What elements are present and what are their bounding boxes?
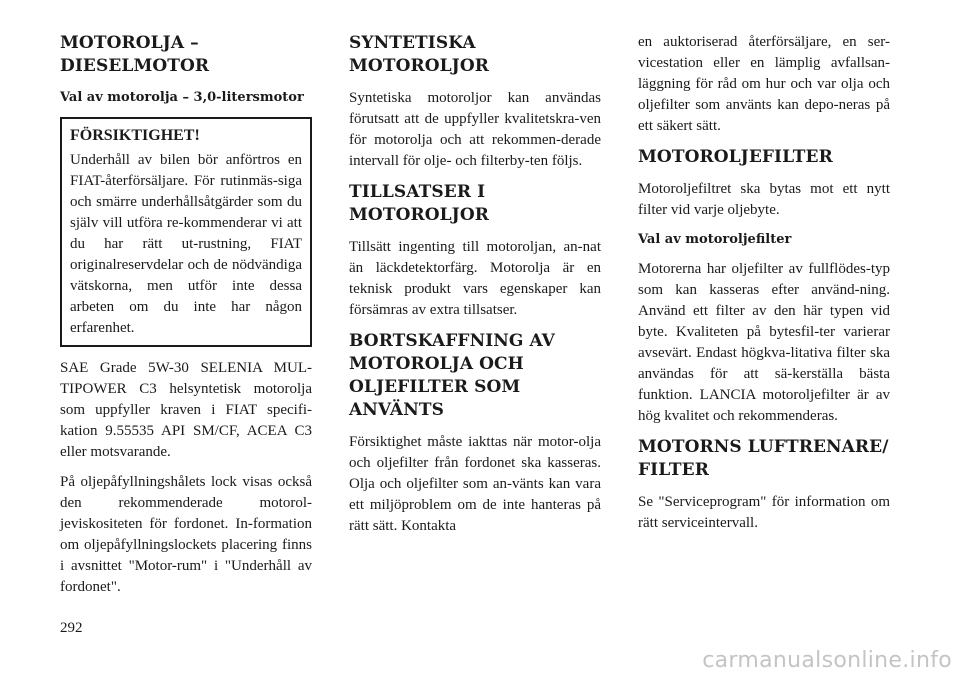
section-heading-oil-filter: MOTOROLJEFILTER	[638, 147, 833, 167]
caution-title: FÖRSIKTIGHET!	[70, 127, 200, 144]
paragraph-disposal-continued: en auktoriserad återförsäljare, en ser-vicestation eller en lämplig avfallsan-läggning för råd om hur och var olja och oljefilter som använts kan depo-neras på ett säkert sätt.	[638, 34, 890, 134]
paragraph-additives: Tillsätt ingenting till motoroljan, an-nat än läckdetektorfärg. Motorolja är en teknisk produkt vars egenskaper kan försämras av extra tillsatser.	[349, 239, 601, 318]
paragraph-oil-filter: Motoroljefiltret ska bytas mot ett nytt filter vid varje oljebyte.	[638, 181, 890, 218]
watermark: carmanualsonline.info	[702, 648, 952, 673]
section-heading-additives: TILLSATSER I MOTOROLJOR	[349, 182, 489, 225]
paragraph-oil-grade: SAE Grade 5W-30 SELENIA MUL-TIPOWER C3 helsyntetisk motorolja som uppfyller kraven i FIAT specifi-kation 9.55535 API SM/CF, ACEA C3 eller motsvarande.	[60, 360, 312, 460]
column-left	[60, 32, 312, 607]
paragraph-synthetic-oils: Syntetiska motoroljor kan användas förutsatt att de uppfyller kvalitetskra-ven för motorolja och att rekommen-derade intervall för olje- och filterby-ten följs.	[349, 90, 601, 169]
caution-box	[60, 117, 312, 347]
caution-text: Underhåll av bilen bör anförtros en FIAT-återförsäljare. För rutinmäs-siga och smärre underhållsåtgärder som du själv vill utföra re-kommenderar vi att du har rätt ut-rustning, FIAT originalreservdelar och de nödvändiga vätskorna, men utför inte dessa arbeten om du inte har någon erfarenhet.	[70, 152, 302, 336]
subheading-oil-selection: Val av motorolja – 3,0-litersmotor	[60, 90, 304, 105]
subheading-filter-selection: Val av motoroljefilter	[638, 232, 792, 247]
paragraph-viscosity: På oljepåfyllningshålets lock visas också den rekommenderade motorol-jeviskositeten för fordonet. In-formation om oljepåfyllningslockets placering finns i avsnittet "Motor-rum" i "Underhåll av fordonet".	[60, 474, 312, 595]
section-heading-diesel-oil: MOTOROLJA – DIESELMOTOR	[60, 33, 210, 76]
paragraph-air-filter: Se "Serviceprogram" för information om rätt serviceintervall.	[638, 494, 890, 531]
page-number: 292	[60, 620, 83, 636]
section-heading-synthetic-oils: SYNTETISKA MOTOROLJOR	[349, 33, 489, 76]
paragraph-disposal: Försiktighet måste iakttas när motor-olja och oljefilter från fordonet ska kasseras. Olja och oljefilter som an-vänts kan vara ett miljöproblem om de inte hanteras på rätt sätt. Kontakta	[349, 434, 601, 534]
column-middle	[349, 32, 601, 546]
column-right	[638, 32, 890, 543]
paragraph-filter-selection: Motorerna har oljefilter av fullflödes-typ som kan kasseras efter använd-ning. Använd ett filter av den här typen vid byte. Kvaliteten på bytesfil-ter varierar avsevärt. Endast högkva-litativa filter ska användas för att sä-kerställa bästa funktion. LANCIA motoroljefilter är av hög kvalitet och rekommenderas.	[638, 261, 890, 424]
section-heading-disposal: BORTSKAFFNING AV MOTOROLJA OCH OLJEFILTER SOM ANVÄNTS	[349, 331, 555, 420]
section-heading-air-filter: MOTORNS LUFTRENARE/ FILTER	[638, 437, 889, 480]
